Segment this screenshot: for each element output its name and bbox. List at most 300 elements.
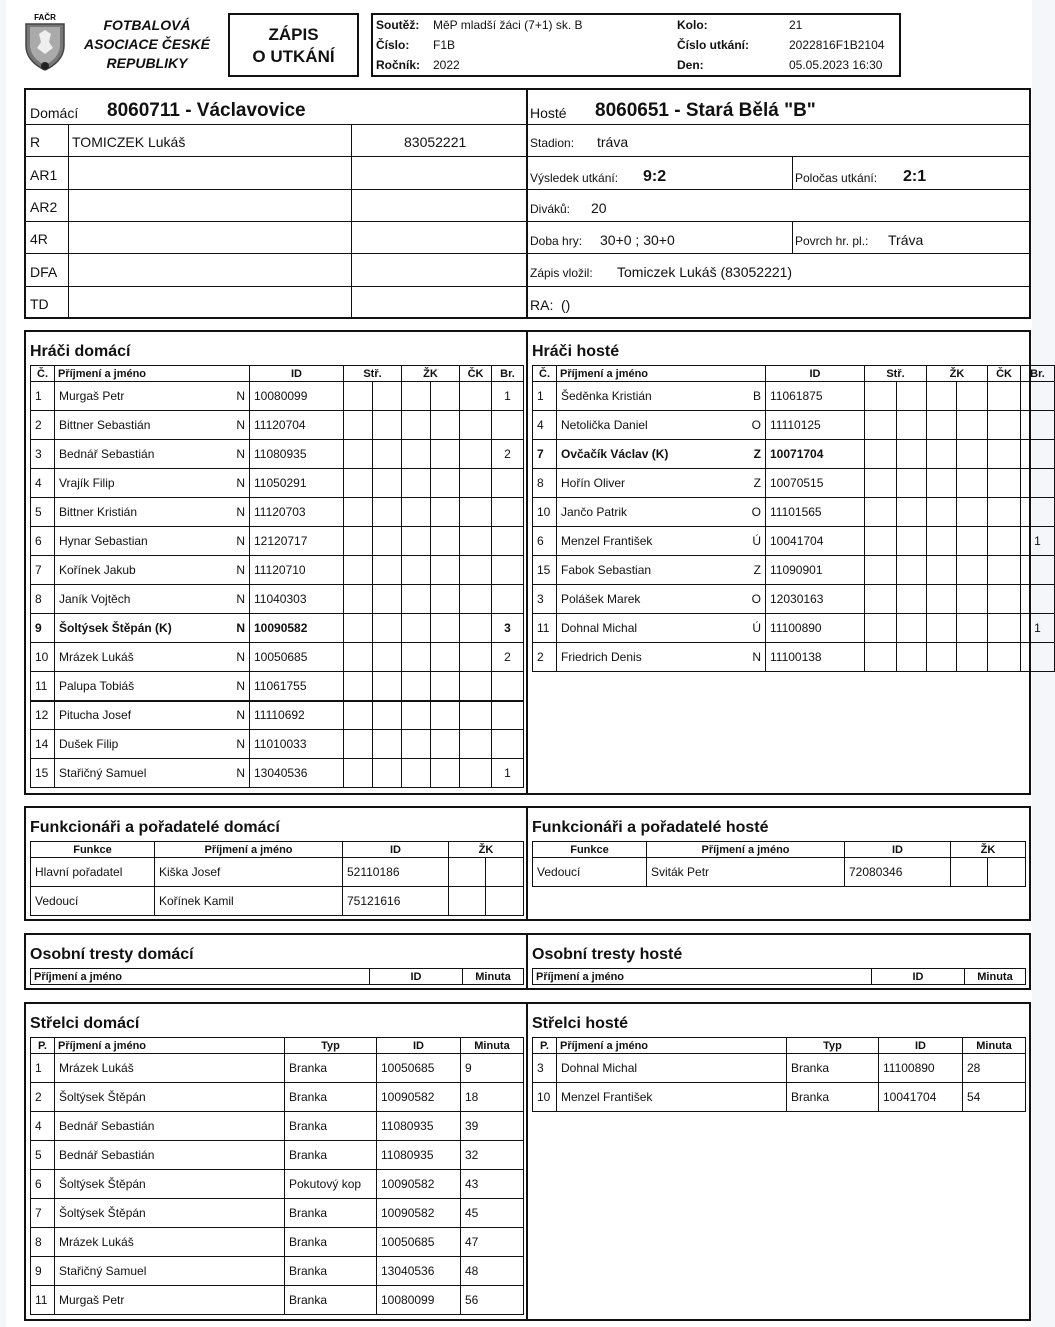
card-cell	[927, 440, 957, 469]
player-name: Netolička Daniel	[561, 418, 648, 432]
player-position: N	[236, 534, 245, 548]
col-p: P.	[31, 1038, 55, 1054]
card-cell	[373, 614, 402, 643]
card-cell	[897, 498, 927, 527]
staff-box	[24, 806, 1031, 921]
card-cell	[449, 858, 486, 887]
col-name: Příjmení a jméno	[557, 1038, 787, 1054]
vlozil-label: Zápis vložil:	[530, 266, 593, 280]
player-id: 11120703	[250, 498, 344, 527]
goal-minute: 43	[461, 1170, 524, 1199]
facr-logo	[22, 12, 68, 72]
player-id: 11100138	[766, 643, 865, 672]
staff-id: 52110186	[343, 858, 449, 887]
card-cell	[460, 440, 492, 469]
card-cell	[373, 701, 402, 730]
col-minuta: Minuta	[963, 1038, 1026, 1054]
cislo-label: Číslo:	[376, 38, 410, 52]
player-number: 1	[533, 382, 557, 411]
card-cell	[927, 585, 957, 614]
player-position: N	[236, 592, 245, 606]
home-label: Domácí	[30, 105, 79, 121]
official-role: DFA	[30, 264, 58, 280]
card-cell	[957, 585, 988, 614]
card-cell	[373, 556, 402, 585]
card-cell	[897, 411, 927, 440]
card-cell	[957, 469, 988, 498]
scorer-row	[533, 1083, 1026, 1112]
card-cell	[897, 469, 927, 498]
card-cell	[897, 643, 927, 672]
card-cell	[957, 411, 988, 440]
player-row	[31, 556, 524, 585]
scorer-name: Menzel František	[557, 1083, 787, 1112]
table-header	[31, 1038, 524, 1054]
staff-row	[31, 858, 524, 887]
card-cell	[927, 469, 957, 498]
card-cell	[927, 614, 957, 643]
player-name: Bednář Sebastián	[59, 447, 155, 461]
rocnik-label: Ročník:	[376, 58, 421, 72]
card-cell	[957, 527, 988, 556]
scorer-id: 11080935	[377, 1112, 461, 1141]
card-cell	[431, 382, 460, 411]
card-cell	[865, 498, 897, 527]
card-cell	[402, 730, 431, 759]
goal-minute: 56	[461, 1286, 524, 1315]
player-id: 10041704	[766, 527, 865, 556]
card-cell	[431, 556, 460, 585]
player-number: 7	[533, 440, 557, 469]
player-name: Jančo Patrik	[561, 505, 628, 519]
cislo-utkani-value: 2022816F1B2104	[789, 38, 885, 52]
col-minuta: Minuta	[463, 969, 524, 985]
player-position: N	[236, 621, 245, 635]
card-cell	[402, 411, 431, 440]
player-goals: 3	[492, 614, 524, 643]
player-row	[533, 411, 1055, 440]
doba-value: 30+0 ; 30+0	[600, 232, 675, 248]
staff-row	[31, 887, 524, 916]
card-cell	[344, 585, 373, 614]
official-role: AR2	[30, 199, 58, 215]
card-cell	[431, 672, 460, 701]
scorer-name: Dohnal Michal	[557, 1054, 787, 1083]
card-cell	[988, 411, 1021, 440]
player-number: 7	[31, 556, 55, 585]
card-cell	[927, 411, 957, 440]
card-cell	[865, 411, 897, 440]
scorer-number: 8	[31, 1228, 55, 1257]
player-position: N	[236, 447, 245, 461]
player-row	[533, 469, 1055, 498]
card-cell	[344, 643, 373, 672]
player-goals: 2	[492, 643, 524, 672]
away-staff-table	[532, 841, 1026, 887]
goal-type: Branka	[285, 1054, 377, 1083]
player-number: 4	[31, 469, 55, 498]
player-goals	[1021, 556, 1055, 585]
scorer-name: Mrázek Lukáš	[55, 1054, 285, 1083]
card-cell	[402, 382, 431, 411]
player-row	[533, 440, 1055, 469]
card-cell	[373, 585, 402, 614]
card-cell	[402, 585, 431, 614]
card-cell	[988, 440, 1021, 469]
player-row	[31, 498, 524, 527]
player-goals	[1021, 498, 1055, 527]
card-cell	[460, 556, 492, 585]
card-cell	[460, 672, 492, 701]
staff-function: Vedoucí	[31, 887, 155, 916]
card-cell	[431, 411, 460, 440]
scorer-row	[31, 1054, 524, 1083]
scorer-name: Stařičný Samuel	[55, 1257, 285, 1286]
col-name: Příjmení a jméno	[155, 842, 343, 858]
away-label: Hosté	[530, 105, 567, 121]
card-cell	[865, 527, 897, 556]
player-id: 11090901	[766, 556, 865, 585]
scorer-row	[31, 1141, 524, 1170]
player-row	[533, 556, 1055, 585]
col-name: Příjmení a jméno	[55, 1038, 285, 1054]
scorer-id: 11100890	[879, 1054, 963, 1083]
federation-line: ASOCIACE ČESKÉ	[83, 36, 211, 52]
player-name: Ovčačík Václav (K)	[561, 447, 669, 461]
player-name: Fabok Sebastian	[561, 563, 652, 577]
player-name-cell	[55, 585, 250, 614]
player-name: Palupa Tobiáš	[59, 678, 135, 693]
player-row	[31, 672, 524, 701]
col-name: Příjmení a jméno	[31, 969, 370, 985]
player-number: 8	[533, 469, 557, 498]
card-cell	[460, 527, 492, 556]
table-header	[31, 366, 524, 382]
card-cell	[402, 469, 431, 498]
soutez-value: MěP mladší žáci (7+1) sk. B	[433, 18, 583, 32]
staff-id: 75121616	[343, 887, 449, 916]
player-number: 6	[533, 527, 557, 556]
player-position: N	[236, 678, 245, 693]
ra-value: ()	[561, 297, 571, 313]
scorer-id: 10090582	[377, 1170, 461, 1199]
player-id: 11061755	[250, 672, 344, 701]
card-cell	[988, 585, 1021, 614]
home-staff-title: Funkcionáři a pořadatelé domácí	[30, 819, 280, 836]
card-cell	[957, 643, 988, 672]
card-cell	[897, 556, 927, 585]
player-row	[31, 469, 524, 498]
home-team: 8060711 - Václavovice	[107, 100, 306, 121]
col-br: Br.	[492, 366, 524, 382]
col-id: ID	[377, 1038, 461, 1054]
card-cell	[373, 527, 402, 556]
card-cell	[957, 614, 988, 643]
player-number: 2	[533, 643, 557, 672]
goal-minute: 47	[461, 1228, 524, 1257]
card-cell	[460, 730, 492, 759]
player-name-cell	[55, 527, 250, 556]
goal-type: Branka	[285, 1083, 377, 1112]
player-position: N	[236, 505, 245, 519]
card-cell	[957, 382, 988, 411]
card-cell	[431, 469, 460, 498]
scorer-id: 11080935	[377, 1141, 461, 1170]
player-goals	[492, 469, 524, 498]
scorer-row	[31, 1257, 524, 1286]
goal-type: Branka	[285, 1286, 377, 1315]
staff-function: Vedoucí	[533, 858, 647, 887]
scorer-number: 5	[31, 1141, 55, 1170]
player-number: 12	[31, 701, 55, 730]
player-position: N	[236, 418, 245, 432]
player-row	[31, 614, 524, 643]
col-id: ID	[343, 842, 449, 858]
player-position: N	[236, 766, 245, 780]
card-cell	[988, 469, 1021, 498]
player-row	[31, 643, 524, 672]
card-cell	[344, 469, 373, 498]
vlozil-value: Tomiczek Lukáš (83052221)	[617, 264, 793, 280]
card-cell	[865, 643, 897, 672]
federation-line: FOTBALOVÁ	[103, 17, 191, 33]
card-cell	[460, 701, 492, 730]
col-zk: ŽK	[449, 842, 524, 858]
player-name: Menzel František	[561, 534, 653, 548]
ra-label: RA:	[530, 297, 554, 313]
col-c: Č.	[533, 366, 557, 382]
table-header	[533, 1038, 1026, 1054]
scorer-name: Šoltýsek Štěpán	[55, 1170, 285, 1199]
player-name-cell	[55, 498, 250, 527]
home-scorers-table	[30, 1037, 524, 1315]
card-cell	[431, 585, 460, 614]
col-ck: ČK	[988, 366, 1021, 382]
player-name: Bittner Kristián	[59, 505, 138, 519]
document-title-line: ZÁPIS	[268, 25, 319, 44]
povrch-value: Tráva	[888, 232, 924, 248]
player-name: Janík Vojtěch	[59, 592, 131, 606]
col-name: Příjmení a jméno	[557, 366, 766, 382]
player-id: 10090582	[250, 614, 344, 643]
player-id: 11010033	[250, 730, 344, 759]
player-goals	[492, 730, 524, 759]
player-name: Bittner Sebastián	[59, 418, 151, 432]
card-cell	[460, 469, 492, 498]
player-id: 12120717	[250, 527, 344, 556]
polocas-label: Poločas utkání:	[795, 171, 878, 185]
card-cell	[988, 527, 1021, 556]
away-penalties-table	[532, 968, 1026, 985]
card-cell	[373, 730, 402, 759]
col-id: ID	[845, 842, 951, 858]
card-cell	[897, 527, 927, 556]
official-name: TOMICZEK Lukáš	[72, 134, 186, 150]
player-position: Z	[753, 476, 761, 490]
player-number: 11	[31, 672, 55, 701]
player-row	[31, 527, 524, 556]
kolo-label: Kolo:	[677, 18, 708, 32]
goal-minute: 54	[963, 1083, 1026, 1112]
goal-type: Branka	[285, 1141, 377, 1170]
away-players-table	[532, 365, 1055, 672]
away-penalties-title: Osobní tresty hosté	[532, 946, 683, 963]
scorer-number: 4	[31, 1112, 55, 1141]
card-cell	[344, 556, 373, 585]
scorer-id: 10050685	[377, 1228, 461, 1257]
card-cell	[431, 759, 460, 788]
card-cell	[957, 556, 988, 585]
rocnik-value: 2022	[433, 58, 460, 72]
scorer-id: 10090582	[377, 1199, 461, 1228]
card-cell	[486, 887, 524, 916]
col-zk: ŽK	[951, 842, 1026, 858]
card-cell	[344, 411, 373, 440]
col-name: Příjmení a jméno	[647, 842, 845, 858]
table-header	[533, 842, 1026, 858]
player-position: N	[236, 389, 245, 403]
away-team: 8060651 - Stará Bělá "B"	[595, 100, 816, 121]
col-br: Br.	[1021, 366, 1055, 382]
scorer-row	[31, 1199, 524, 1228]
player-name-cell	[55, 730, 250, 759]
scorer-number: 6	[31, 1170, 55, 1199]
scorer-name: Murgaš Petr	[55, 1286, 285, 1315]
player-name-cell	[55, 469, 250, 498]
player-row	[533, 527, 1055, 556]
card-cell	[897, 440, 927, 469]
cislo-value: F1B	[433, 38, 456, 52]
player-name-cell	[557, 440, 766, 469]
player-position: N	[752, 650, 761, 664]
card-cell	[927, 643, 957, 672]
scorer-number: 9	[31, 1257, 55, 1286]
player-name: Dušek Filip	[59, 737, 119, 751]
card-cell	[402, 614, 431, 643]
card-cell	[373, 498, 402, 527]
player-name-cell	[557, 556, 766, 585]
player-row	[31, 585, 524, 614]
player-name: Šeděnka Kristián	[561, 389, 652, 403]
card-cell	[927, 527, 957, 556]
player-goals	[1021, 469, 1055, 498]
player-position: Z	[753, 563, 761, 577]
card-cell	[460, 759, 492, 788]
card-cell	[988, 556, 1021, 585]
card-cell	[927, 556, 957, 585]
away-scorers-title: Střelci hosté	[532, 1015, 629, 1032]
player-number: 11	[533, 614, 557, 643]
document-title-line: O UTKÁNÍ	[252, 47, 335, 66]
player-name: Dohnal Michal	[561, 621, 638, 635]
player-position: Ú	[752, 534, 761, 548]
scorer-number: 7	[31, 1199, 55, 1228]
player-name-cell	[55, 672, 250, 701]
player-number: 6	[31, 527, 55, 556]
player-goals	[1021, 643, 1055, 672]
card-cell	[402, 701, 431, 730]
col-typ: Typ	[285, 1038, 377, 1054]
card-cell	[431, 440, 460, 469]
card-cell	[460, 643, 492, 672]
home-staff-table	[30, 841, 524, 916]
staff-name: Sviták Petr	[647, 858, 845, 887]
card-cell	[460, 411, 492, 440]
col-id: ID	[879, 1038, 963, 1054]
card-cell	[957, 440, 988, 469]
goal-minute: 18	[461, 1083, 524, 1112]
player-id: 11061875	[766, 382, 865, 411]
player-name-cell	[55, 411, 250, 440]
player-name: Kořínek Jakub	[59, 563, 136, 577]
card-cell	[897, 614, 927, 643]
player-goals	[492, 701, 524, 730]
col-name: Příjmení a jméno	[55, 366, 250, 382]
scorer-name: Šoltýsek Štěpán	[55, 1199, 285, 1228]
player-id: 11110125	[766, 411, 865, 440]
card-cell	[865, 585, 897, 614]
official-role: TD	[30, 296, 49, 312]
card-cell	[460, 382, 492, 411]
card-cell	[344, 759, 373, 788]
col-funkce: Funkce	[31, 842, 155, 858]
col-zk: ŽK	[402, 366, 460, 382]
player-id: 11101565	[766, 498, 865, 527]
player-id: 11040303	[250, 585, 344, 614]
player-goals: 1	[1021, 527, 1055, 556]
col-funkce: Funkce	[533, 842, 647, 858]
home-players-title: Hráči domácí	[30, 343, 131, 360]
card-cell	[897, 585, 927, 614]
col-p: P.	[533, 1038, 557, 1054]
player-id: 10070515	[766, 469, 865, 498]
logo-text: FAČR	[34, 13, 56, 22]
official-role: AR1	[30, 167, 58, 183]
divaku-value: 20	[591, 200, 607, 216]
player-goals: 1	[1021, 614, 1055, 643]
player-id: 11100890	[766, 614, 865, 643]
player-position: B	[752, 389, 761, 403]
goal-minute: 28	[963, 1054, 1026, 1083]
player-position: N	[236, 476, 245, 490]
player-row	[533, 498, 1055, 527]
card-cell	[402, 672, 431, 701]
goal-type: Branka	[787, 1083, 879, 1112]
player-goals: 1	[492, 759, 524, 788]
card-cell	[402, 440, 431, 469]
player-name: Vrajík Filip	[59, 476, 115, 490]
col-id: ID	[872, 969, 965, 985]
card-cell	[402, 759, 431, 788]
player-number: 15	[31, 759, 55, 788]
staff-row	[533, 858, 1026, 887]
card-cell	[431, 498, 460, 527]
col-id: ID	[370, 969, 463, 985]
col-zk: ŽK	[927, 366, 988, 382]
goal-minute: 32	[461, 1141, 524, 1170]
match-report-sheet	[6, 0, 1045, 1327]
player-number: 15	[533, 556, 557, 585]
player-name-cell	[55, 440, 250, 469]
scorer-id: 10041704	[879, 1083, 963, 1112]
col-ck: ČK	[460, 366, 492, 382]
match-meta	[371, 13, 901, 77]
away-players-title: Hráči hosté	[532, 343, 620, 360]
card-cell	[865, 469, 897, 498]
card-cell	[373, 440, 402, 469]
player-goals: 2	[492, 440, 524, 469]
scorers-box	[24, 1002, 1031, 1321]
